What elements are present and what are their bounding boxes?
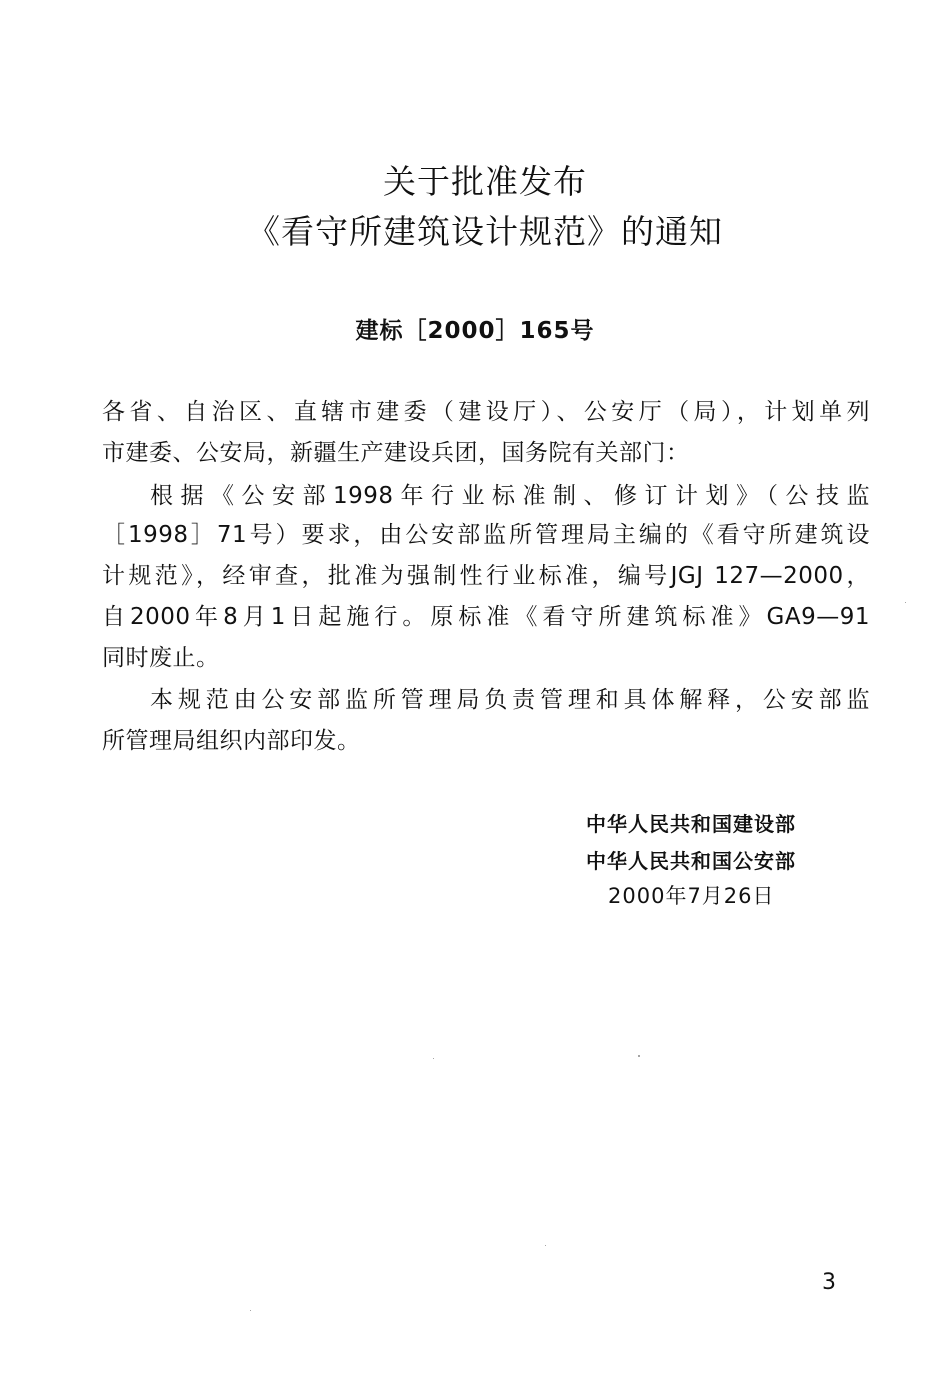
scan-speck	[545, 1245, 546, 1246]
addressee-line-2: 市建委、公安局，新疆生产建设兵团，国务院有关部门：	[102, 440, 690, 466]
issuer-public-security-ministry: 中华人民共和国公安部	[586, 849, 796, 873]
scan-speck	[433, 1058, 434, 1059]
scan-speck	[638, 1055, 640, 1057]
title-line-2: 《看守所建筑设计规范》的通知	[247, 212, 723, 251]
issuer-construction-ministry: 中华人民共和国建设部	[586, 812, 796, 836]
paragraph-1-line-3: 计规范》，经审查，批准为强制性行业标准，编号JGJ 127—2000，	[102, 563, 870, 589]
issue-date: 2000年7月26日	[608, 884, 775, 908]
paragraph-1-line-2: ［1998］71号）要求，由公安部监所管理局主编的《看守所建筑设	[102, 522, 870, 548]
title-line-1: 关于批准发布	[383, 162, 587, 201]
paragraph-1-line-4: 自2000年8月1日起施行。原标准《看守所建筑标准》GA9—91	[102, 604, 870, 630]
scan-speck	[905, 602, 906, 603]
page-number: 3	[822, 1270, 836, 1295]
addressee-line-1: 各省、自治区、直辖市建委（建设厅）、公安厅（局），计划单列	[102, 399, 870, 425]
paragraph-1-line-5: 同时废止。	[102, 645, 220, 671]
paragraph-2-line-1: 本规范由公安部监所管理局负责管理和具体解释，公安部监	[150, 687, 870, 713]
document-number: 建标［2000］165号	[355, 318, 595, 344]
paragraph-1-line-1: 根据《公安部1998年行业标准制、修订计划》（公技监	[150, 483, 870, 509]
scan-speck	[250, 1310, 251, 1311]
paragraph-2-line-2: 所管理局组织内部印发。	[102, 728, 361, 754]
